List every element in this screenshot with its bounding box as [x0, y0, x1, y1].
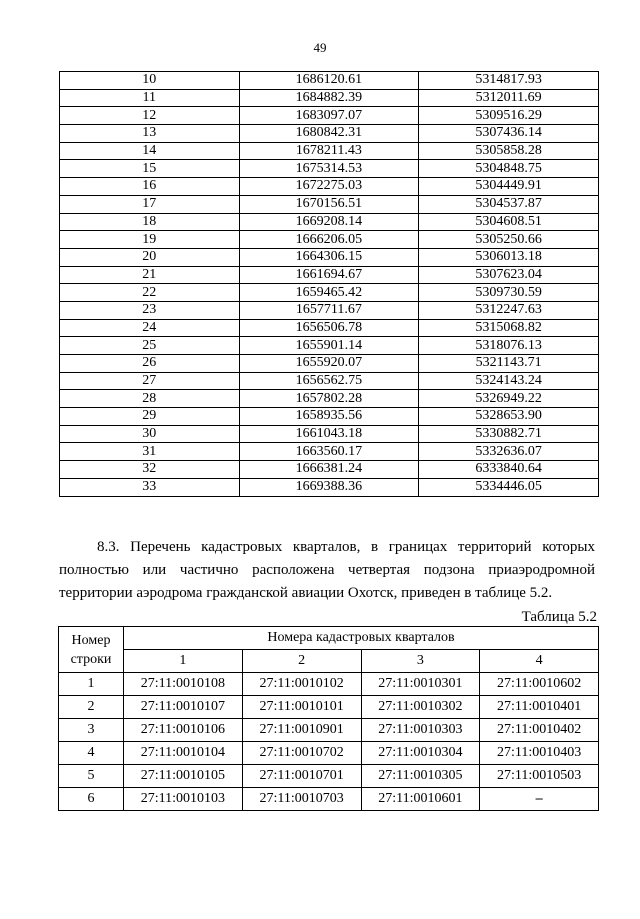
point-number-cell: 25 — [60, 337, 240, 355]
cadastral-quarter-cell: 27:11:0010106 — [124, 719, 243, 742]
point-number-cell: 18 — [60, 213, 240, 231]
table-row — [59, 742, 599, 765]
table-row — [59, 673, 599, 696]
row-number-cell: 5 — [59, 765, 124, 788]
point-number-cell: 11 — [60, 89, 240, 107]
x-coordinate-cell: 1656506.78 — [239, 319, 419, 337]
row-number-cell: 4 — [59, 742, 124, 765]
y-coordinate-cell: 5324143.24 — [419, 372, 599, 390]
table-row — [60, 266, 599, 284]
point-number-cell: 12 — [60, 107, 240, 125]
x-coordinate-cell: 1675314.53 — [239, 160, 419, 178]
point-number-cell: 20 — [60, 248, 240, 266]
y-coordinate-cell: 5330882.71 — [419, 425, 599, 443]
point-number-cell: 24 — [60, 319, 240, 337]
point-number-cell: 19 — [60, 231, 240, 249]
point-number-cell: 13 — [60, 125, 240, 143]
table-row — [60, 125, 599, 143]
table-row — [59, 719, 599, 742]
x-coordinate-cell: 1666381.24 — [239, 461, 419, 479]
y-coordinate-cell: 5305858.28 — [419, 142, 599, 160]
table-row — [60, 213, 599, 231]
x-coordinate-cell: 1670156.51 — [239, 195, 419, 213]
column-number-header: 1 — [124, 650, 243, 673]
y-coordinate-cell: 5307436.14 — [419, 125, 599, 143]
paragraph-8-3: 8.3. Перечень кадастровых кварталов, в границах территорий которых полностью или частично расположена четвертая подзона приаэродромной территории аэродрома гражданской авиации Охотск, приведен в таблице 5.2. — [59, 539, 595, 601]
point-number-cell: 22 — [60, 284, 240, 302]
x-coordinate-cell: 1658935.56 — [239, 408, 419, 426]
x-coordinate-cell: 1680842.31 — [239, 125, 419, 143]
table-row — [60, 160, 599, 178]
table-row — [60, 142, 599, 160]
table-row — [59, 765, 599, 788]
point-number-cell: 23 — [60, 301, 240, 319]
cadastral-quarter-cell: 27:11:0010305 — [361, 765, 480, 788]
y-coordinate-cell: 5304608.51 — [419, 213, 599, 231]
y-coordinate-cell: 5332636.07 — [419, 443, 599, 461]
y-coordinate-cell: 5328653.90 — [419, 408, 599, 426]
x-coordinate-cell: 1669208.14 — [239, 213, 419, 231]
point-number-cell: 17 — [60, 195, 240, 213]
y-coordinate-cell: 5306013.18 — [419, 248, 599, 266]
point-number-cell: 32 — [60, 461, 240, 479]
cadastral-quarter-cell: 27:11:0010108 — [124, 673, 243, 696]
cadastral-quarter-cell: 27:11:0010703 — [242, 788, 361, 811]
cadastral-quarter-cell: 27:11:0010302 — [361, 696, 480, 719]
table-row — [60, 337, 599, 355]
y-coordinate-cell: 5304848.75 — [419, 160, 599, 178]
y-coordinate-cell: 5314817.93 — [419, 72, 599, 90]
x-coordinate-cell: 1655901.14 — [239, 337, 419, 355]
y-coordinate-cell: 5312247.63 — [419, 301, 599, 319]
table-row — [60, 461, 599, 479]
x-coordinate-cell: 1672275.03 — [239, 178, 419, 196]
table-row — [60, 443, 599, 461]
point-number-cell: 28 — [60, 390, 240, 408]
column-number-header: 4 — [480, 650, 599, 673]
y-coordinate-cell: 5315068.82 — [419, 319, 599, 337]
table-row — [60, 372, 599, 390]
table-row — [60, 248, 599, 266]
column-number-header: 3 — [361, 650, 480, 673]
table-row — [60, 355, 599, 373]
cadastral-quarter-cell: 27:11:0010303 — [361, 719, 480, 742]
x-coordinate-cell: 1666206.05 — [239, 231, 419, 249]
table-row — [59, 696, 599, 719]
point-number-cell: 16 — [60, 178, 240, 196]
cadastral-quarter-cell: 27:11:0010602 — [480, 673, 599, 696]
y-coordinate-cell: 5309730.59 — [419, 284, 599, 302]
x-coordinate-cell: 1678211.43 — [239, 142, 419, 160]
table-row — [60, 72, 599, 90]
x-coordinate-cell: 1661694.67 — [239, 266, 419, 284]
table-caption: Таблица 5.2 — [521, 609, 597, 625]
table-row — [60, 408, 599, 426]
x-coordinate-cell: 1657711.67 — [239, 301, 419, 319]
table-row — [60, 478, 599, 496]
cadastral-quarter-cell: 27:11:0010701 — [242, 765, 361, 788]
x-coordinate-cell: 1663560.17 — [239, 443, 419, 461]
cadastral-quarter-cell: 27:11:0010103 — [124, 788, 243, 811]
point-number-cell: 10 — [60, 72, 240, 90]
point-number-cell: 30 — [60, 425, 240, 443]
cadastral-quarter-cell: 27:11:0010702 — [242, 742, 361, 765]
cadastral-quarter-cell: 27:11:0010402 — [480, 719, 599, 742]
x-coordinate-cell: 1669388.36 — [239, 478, 419, 496]
table-row — [60, 284, 599, 302]
table-row — [60, 425, 599, 443]
y-coordinate-cell: 5307623.04 — [419, 266, 599, 284]
row-number-cell: 1 — [59, 673, 124, 696]
point-number-cell: 31 — [60, 443, 240, 461]
y-coordinate-cell: 5334446.05 — [419, 478, 599, 496]
cadastral-quarter-cell: 27:11:0010104 — [124, 742, 243, 765]
column-number-header: 2 — [242, 650, 361, 673]
quarters-group-header: Номера кадастровых кварталов — [124, 627, 599, 650]
table-row — [59, 788, 599, 811]
y-coordinate-cell: 5305250.66 — [419, 231, 599, 249]
row-number-cell: 2 — [59, 696, 124, 719]
table-row — [60, 107, 599, 125]
y-coordinate-cell: 5304449.91 — [419, 178, 599, 196]
y-coordinate-cell: 5309516.29 — [419, 107, 599, 125]
x-coordinate-cell: 1686120.61 — [239, 72, 419, 90]
row-number-cell: 3 — [59, 719, 124, 742]
row-number-cell: 6 — [59, 788, 124, 811]
y-coordinate-cell: 5321143.71 — [419, 355, 599, 373]
x-coordinate-cell: 1655920.07 — [239, 355, 419, 373]
y-coordinate-cell: 5318076.13 — [419, 337, 599, 355]
point-number-cell: 21 — [60, 266, 240, 284]
point-number-cell: 26 — [60, 355, 240, 373]
point-number-cell: 33 — [60, 478, 240, 496]
cadastral-quarters-table — [58, 626, 599, 811]
cadastral-quarter-cell: – — [480, 788, 599, 811]
cadastral-quarter-cell: 27:11:0010102 — [242, 673, 361, 696]
point-number-cell: 29 — [60, 408, 240, 426]
cadastral-quarter-cell: 27:11:0010403 — [480, 742, 599, 765]
table-row — [60, 319, 599, 337]
x-coordinate-cell: 1656562.75 — [239, 372, 419, 390]
table-row — [60, 390, 599, 408]
cadastral-quarter-cell: 27:11:0010503 — [480, 765, 599, 788]
y-coordinate-cell: 5304537.87 — [419, 195, 599, 213]
cadastral-quarter-cell: 27:11:0010105 — [124, 765, 243, 788]
x-coordinate-cell: 1657802.28 — [239, 390, 419, 408]
cadastral-quarter-cell: 27:11:0010301 — [361, 673, 480, 696]
cadastral-quarter-cell: 27:11:0010601 — [361, 788, 480, 811]
cadastral-quarter-cell: 27:11:0010107 — [124, 696, 243, 719]
x-coordinate-cell: 1683097.07 — [239, 107, 419, 125]
y-coordinate-cell: 5312011.69 — [419, 89, 599, 107]
row-number-header: Номер строки — [59, 627, 124, 673]
point-number-cell: 14 — [60, 142, 240, 160]
cadastral-quarter-cell: 27:11:0010101 — [242, 696, 361, 719]
x-coordinate-cell: 1661043.18 — [239, 425, 419, 443]
table-row — [60, 178, 599, 196]
point-number-cell: 15 — [60, 160, 240, 178]
point-number-cell: 27 — [60, 372, 240, 390]
table-row — [60, 301, 599, 319]
y-coordinate-cell: 6333840.64 — [419, 461, 599, 479]
y-coordinate-cell: 5326949.22 — [419, 390, 599, 408]
cadastral-quarter-cell: 27:11:0010304 — [361, 742, 480, 765]
table-row — [60, 231, 599, 249]
x-coordinate-cell: 1684882.39 — [239, 89, 419, 107]
x-coordinate-cell: 1664306.15 — [239, 248, 419, 266]
page-number: 49 — [313, 40, 327, 55]
x-coordinate-cell: 1659465.42 — [239, 284, 419, 302]
cadastral-quarter-cell: 27:11:0010401 — [480, 696, 599, 719]
table-row — [60, 195, 599, 213]
coordinates-table — [59, 71, 599, 497]
table-row — [60, 89, 599, 107]
cadastral-quarter-cell: 27:11:0010901 — [242, 719, 361, 742]
